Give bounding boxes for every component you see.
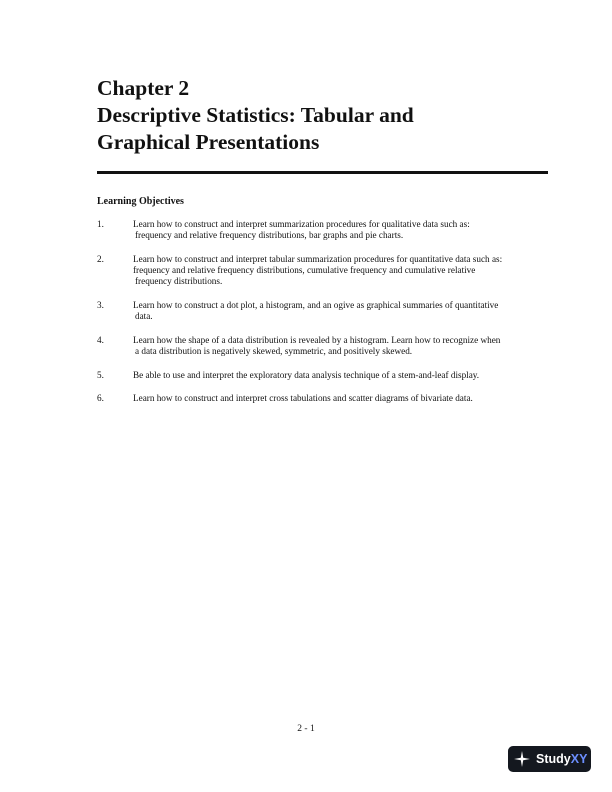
objective-number: 2. [97, 254, 104, 264]
objective-number: 4. [97, 335, 104, 345]
objective-line: frequency and relative frequency distributions, bar graphs and pie charts. [135, 230, 404, 241]
chapter-number: Chapter 2 [97, 76, 190, 100]
chapter-title-line-1: Descriptive Statistics: Tabular and [97, 103, 414, 127]
objective-text [133, 219, 553, 241]
studyxy-badge[interactable] [508, 746, 591, 772]
brand-name [536, 752, 587, 766]
objective-line: Learn how to construct a dot plot, a histogram, and an ogive as graphical summaries of quantitative [133, 300, 499, 310]
page-number: 2 - 1 [297, 724, 315, 734]
plus-sparkle-icon [514, 751, 530, 767]
objective-line: Learn how the shape of a data distribution is revealed by a histogram. Learn how to recognize when [133, 335, 501, 345]
objective-text [133, 393, 553, 404]
learning-objectives-heading: Learning Objectives [97, 196, 184, 207]
objective-line: a data distribution is negatively skewed, symmetric, and positively skewed. [135, 346, 413, 357]
brand-name-accent: XY [570, 752, 588, 766]
objective-number: 3. [97, 300, 104, 310]
title-divider [97, 171, 548, 174]
chapter-title [97, 75, 557, 156]
brand-name-main: Study [536, 752, 571, 766]
objective-number: 1. [97, 219, 104, 229]
objective-number: 6. [97, 393, 104, 403]
objective-text [133, 335, 553, 357]
objective-text [133, 254, 553, 288]
objective-line: frequency distributions. [135, 276, 223, 287]
objective-line: Learn how to construct and interpret tabular summarization procedures for quantitative data such as: [133, 254, 503, 264]
objective-text [133, 370, 553, 381]
objective-line: Learn how to construct and interpret summarization procedures for qualitative data such as: [133, 219, 470, 229]
objective-line: Be able to use and interpret the exploratory data analysis technique of a stem-and-leaf display. [133, 370, 480, 380]
objective-text [133, 300, 553, 322]
objective-line: data. [135, 311, 153, 322]
objective-line: frequency and relative frequency distributions, cumulative frequency and cumulative relative [133, 265, 476, 276]
chapter-title-line-2: Graphical Presentations [97, 130, 320, 154]
objective-line: Learn how to construct and interpret cross tabulations and scatter diagrams of bivariate data. [133, 393, 473, 403]
objective-number: 5. [97, 370, 104, 380]
